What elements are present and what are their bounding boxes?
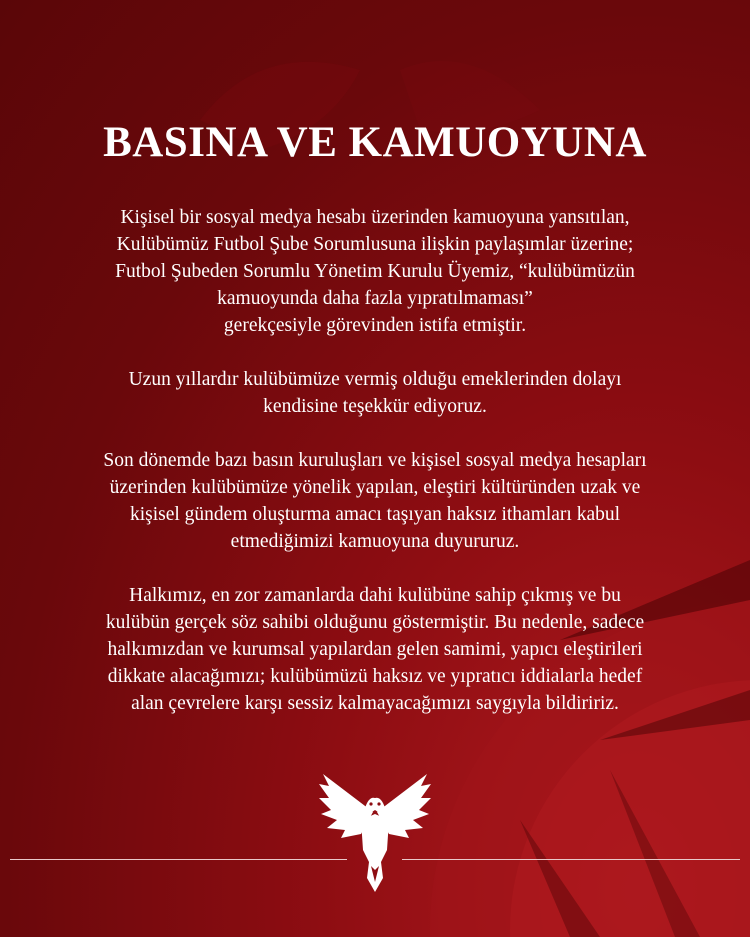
paragraph-2: Uzun yıllardır kulübümüze vermiş olduğu emeklerinden dolayı kendisine teşekkür ediyoruz. [128,369,622,417]
page-title: BASINA VE KAMUOYUNA [103,119,647,166]
paragraph-4: Halkımız, en zor zamanlarda dahi kulübüne sahip çıkmış ve bu kulübün gerçek söz sahibi olduğunu göstermiştir. Bu nedenle, sadece halkımızdan ve kurumsal yapılardan gelen samimi, yapıcı eleştirileri dikkate alacağımızı; kulübümüzü haksız ve yıpratıcı iddialarla hedef alan çevrelere karşı sessiz kalmayacağımızı saygıyla bildiririz. [105,585,645,714]
divider-left [10,859,347,860]
paragraph-3: Son dönemde bazı basın kuruluşları ve kişisel sosyal medya hesapları üzerinden kulübümüze yönelik yapılan, eleştiri kültüründen uzak ve kişisel gündem oluşturma amacı taşıyan haksız ithamları kabul etmediğimizi kamuoyuna duyururuz. [103,450,647,552]
paragraph-1: Kişisel bir sosyal medya hesabı üzerinden kamuoyuna yansıtılan, Kulübümüz Futbol Şube Sorumlusuna ilişkin paylaşımlar üzerine; Futbol Şubeden Sorumlu Yönetim Kurulu Üyemiz, “kulübümüzün kamuoyunda daha fazla yıpratılmaması” gerekçesiyle görevinden istifa etmiştir. [115,207,635,336]
divider-right [402,859,740,860]
statement-body [40,204,710,744]
eagle-emblem-icon [315,770,435,895]
